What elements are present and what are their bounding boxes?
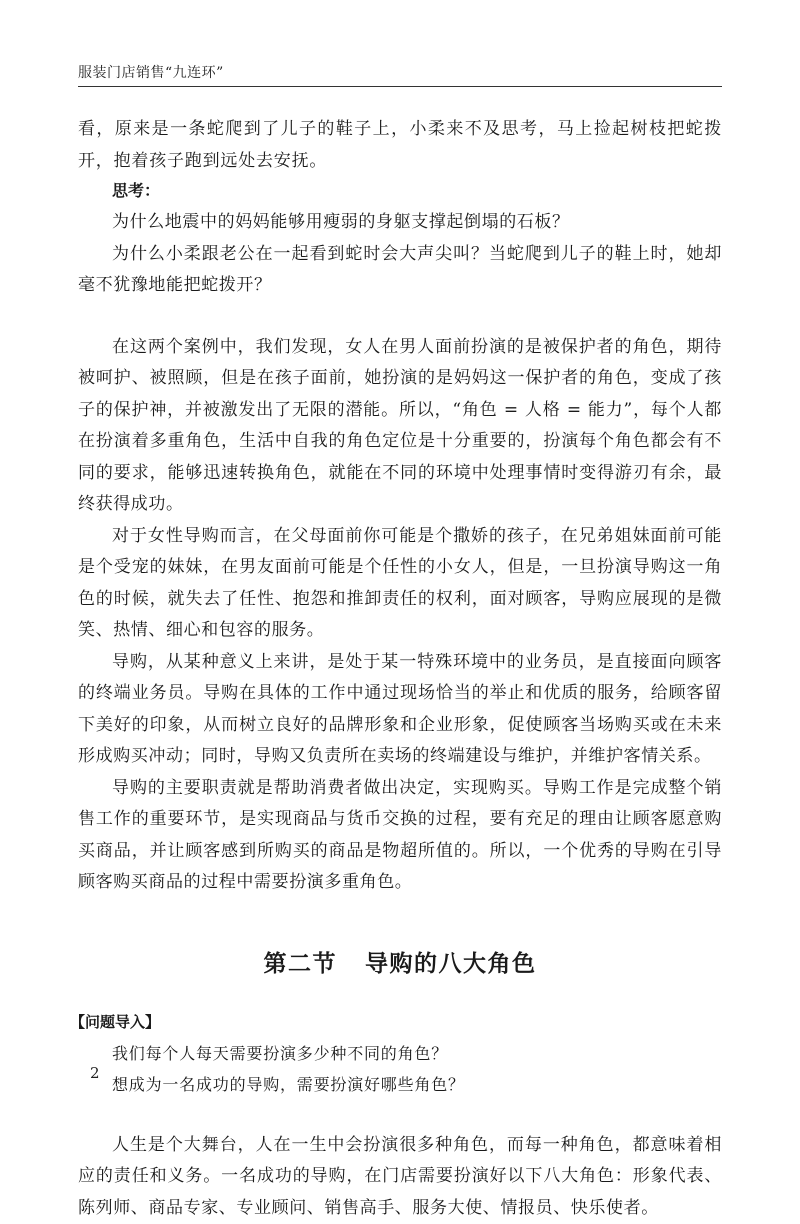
body-paragraph-2: 对于女性导购而言，在父母面前你可能是个撒娇的孩子，在兄弟姐妹面前可能是个受宠的妹妹，在男友面前可能是个任性的小女人，但是，一旦扮演导购这一角色的时候，就失去了任性、抱怨和推卸责任的权利，面对顾客，导购应展现的是微笑、热情、细心和包容的服务。	[78, 521, 722, 647]
section-heading	[78, 945, 722, 978]
thinking-question-2: 为什么小柔跟老公在一起看到蛇时会大声尖叫？当蛇爬到儿子的鞋上时，她却毫不犹豫地能把蛇拨开？	[78, 239, 722, 302]
body-paragraph-1: 在这两个案例中，我们发现，女人在男人面前扮演的是被保护者的角色，期待被呵护、被照顾，但是在孩子面前，她扮演的是妈妈这一保护者的角色，变成了孩子的保护神，并被激发出了无限的潜能。所以，“角色 = 人格 = 能力”，每个人都在扮演着多重角色，生活中自我的角色定位是十分重要的，扮演每个角色都会有不同的要求，能够迅速转换角色，就能在不同的环境中处理事情时变得游刃有余，最终获得成功。	[78, 332, 722, 521]
section-number: 第二节	[264, 950, 338, 976]
thinking-question-1: 为什么地震中的妈妈能够用瘦弱的身躯支撑起倒塌的石板？	[78, 207, 722, 239]
story-continuation: 看，原来是一条蛇爬到了儿子的鞋子上，小柔来不及思考，马上捡起树枝把蛇拨开，抱着孩子跑到远处去安抚。	[78, 114, 722, 177]
section-title: 导购的八大角色	[365, 950, 537, 976]
lead-in-label: 【问题导入】	[70, 1008, 722, 1038]
header-rule	[78, 86, 722, 87]
thinking-label: 思考：	[78, 177, 722, 207]
lead-in-question-1: 我们每个人每天需要扮演多少种不同的角色？	[78, 1038, 722, 1069]
closing-paragraph: 人生是个大舞台，人在一生中会扮演很多种角色，而每一种角色，都意味着相应的责任和义务。一名成功的导购，在门店需要扮演好以下八大角色：形象代表、陈列师、商品专家、专业顾问、销售高手、服务大使、情报员、快乐使者。	[78, 1130, 722, 1224]
lead-in-question-2: 想成为一名成功的导购，需要扮演好哪些角色？	[78, 1069, 722, 1100]
paragraph-gap	[78, 1100, 722, 1130]
page-number: 2	[90, 1064, 100, 1082]
paragraph-gap	[78, 302, 722, 332]
body-paragraph-4: 导购的主要职责就是帮助消费者做出决定，实现购买。导购工作是完成整个销售工作的重要环节，是实现商品与货币交换的过程，要有充足的理由让顾客愿意购买商品，并让顾客感到所购买的商品是物超所值的。所以，一个优秀的导购在引导顾客购买商品的过程中需要扮演多重角色。	[78, 773, 722, 899]
running-header: 服装门店销售“九连环”	[78, 62, 224, 82]
body-paragraph-3: 导购，从某种意义上来讲，是处于某一特殊环境中的业务员，是直接面向顾客的终端业务员。导购在具体的工作中通过现场恰当的举止和优质的服务，给顾客留下美好的印象，从而树立良好的品牌形象和企业形象，促使顾客当场购买或在未来形成购买冲动；同时，导购又负责所在卖场的终端建设与维护，并维护客情关系。	[78, 647, 722, 773]
page-content	[78, 114, 722, 1224]
